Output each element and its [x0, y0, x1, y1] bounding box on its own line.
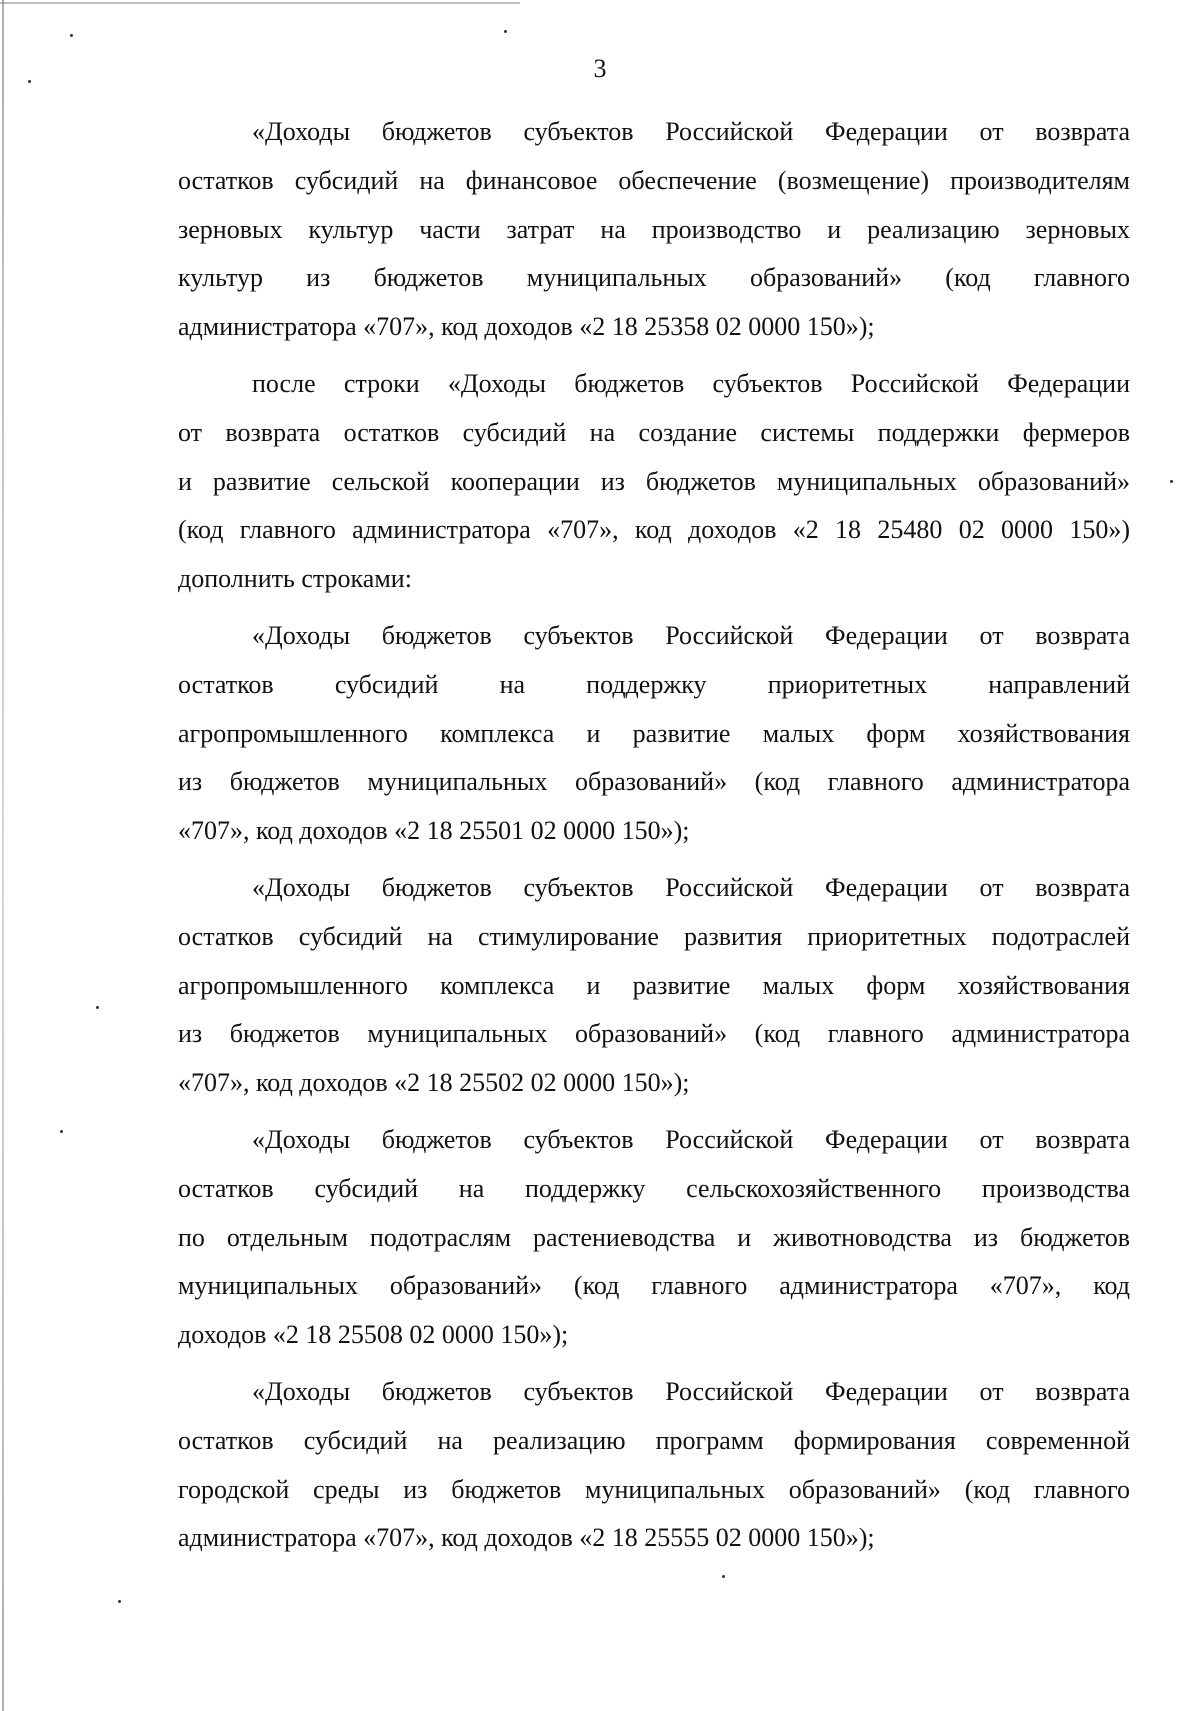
text-line: городской среды из бюджетов муниципальных образований» (код главного	[178, 1474, 1130, 1504]
paragraph	[178, 864, 1130, 1108]
text-line: администратора «707», код доходов «2 18 25555 02 0000 150»);	[178, 1523, 875, 1553]
text-line: агропромышленного комплекса и развитие малых форм хозяйствования	[178, 718, 1130, 748]
paragraph	[178, 1116, 1130, 1360]
text-line: по отдельным подотраслям растениеводства и животноводства из бюджетов	[178, 1222, 1130, 1252]
text-line: после строки «Доходы бюджетов субъектов Российской Федерации	[252, 368, 1130, 398]
text-line: остатков субсидий на финансовое обеспечение (возмещение) производителям	[178, 165, 1130, 195]
text-line: остатков субсидий на стимулирование развития приоритетных подотраслей	[178, 921, 1130, 951]
text-line: муниципальных образований» (код главного администратора «707», код	[178, 1271, 1130, 1301]
scan-edge-line	[2, 0, 4, 1711]
text-line: из бюджетов муниципальных образований» (код главного администратора	[178, 767, 1130, 797]
text-line: доходов «2 18 25508 02 0000 150»);	[178, 1320, 569, 1350]
text-line: остатков субсидий на реализацию программ формирования современной	[178, 1425, 1130, 1455]
text-line: дополнить строками:	[178, 564, 412, 594]
text-line: культур из бюджетов муниципальных образований» (код главного	[178, 263, 1130, 293]
text-line: «Доходы бюджетов субъектов Российской Федерации от возврата	[252, 1376, 1130, 1406]
scan-speck	[722, 1575, 725, 1578]
text-line: и развитие сельской кооперации из бюджетов муниципальных образований»	[178, 466, 1130, 496]
paragraph	[178, 1368, 1130, 1563]
text-line: администратора «707», код доходов «2 18 25358 02 0000 150»);	[178, 312, 875, 342]
text-line: остатков субсидий на поддержку сельскохозяйственного производства	[178, 1173, 1130, 1203]
scan-speck	[118, 1600, 121, 1603]
text-line: (код главного администратора «707», код доходов «2 18 25480 02 0000 150»)	[178, 515, 1130, 545]
scan-speck	[1170, 480, 1173, 483]
page-number: 3	[593, 54, 607, 83]
scan-speck	[60, 1130, 63, 1133]
text-line: «Доходы бюджетов субъектов Российской Федерации от возврата	[252, 620, 1130, 650]
text-line: остатков субсидий на поддержку приоритетных направлений	[178, 669, 1130, 699]
text-line: зерновых культур части затрат на производство и реализацию зерновых	[178, 214, 1130, 244]
document-body	[178, 108, 1130, 1571]
text-line: из бюджетов муниципальных образований» (код главного администратора	[178, 1019, 1130, 1049]
paragraph	[178, 360, 1130, 604]
paragraph	[178, 108, 1130, 352]
text-line: «Доходы бюджетов субъектов Российской Федерации от возврата	[252, 117, 1130, 146]
text-line: агропромышленного комплекса и развитие малых форм хозяйствования	[178, 970, 1130, 1000]
text-line: от возврата остатков субсидий на создание системы поддержки фермеров	[178, 417, 1130, 447]
paragraph	[178, 612, 1130, 856]
text-line: «Доходы бюджетов субъектов Российской Федерации от возврата	[252, 872, 1130, 902]
text-line: «Доходы бюджетов субъектов Российской Федерации от возврата	[252, 1124, 1130, 1154]
scan-speck	[504, 30, 507, 33]
scan-speck	[96, 1006, 99, 1009]
text-line: «707», код доходов «2 18 25501 02 0000 150»);	[178, 816, 690, 846]
text-line: «707», код доходов «2 18 25502 02 0000 150»);	[178, 1068, 690, 1098]
scan-top-line	[0, 2, 520, 4]
scan-speck	[70, 34, 73, 37]
